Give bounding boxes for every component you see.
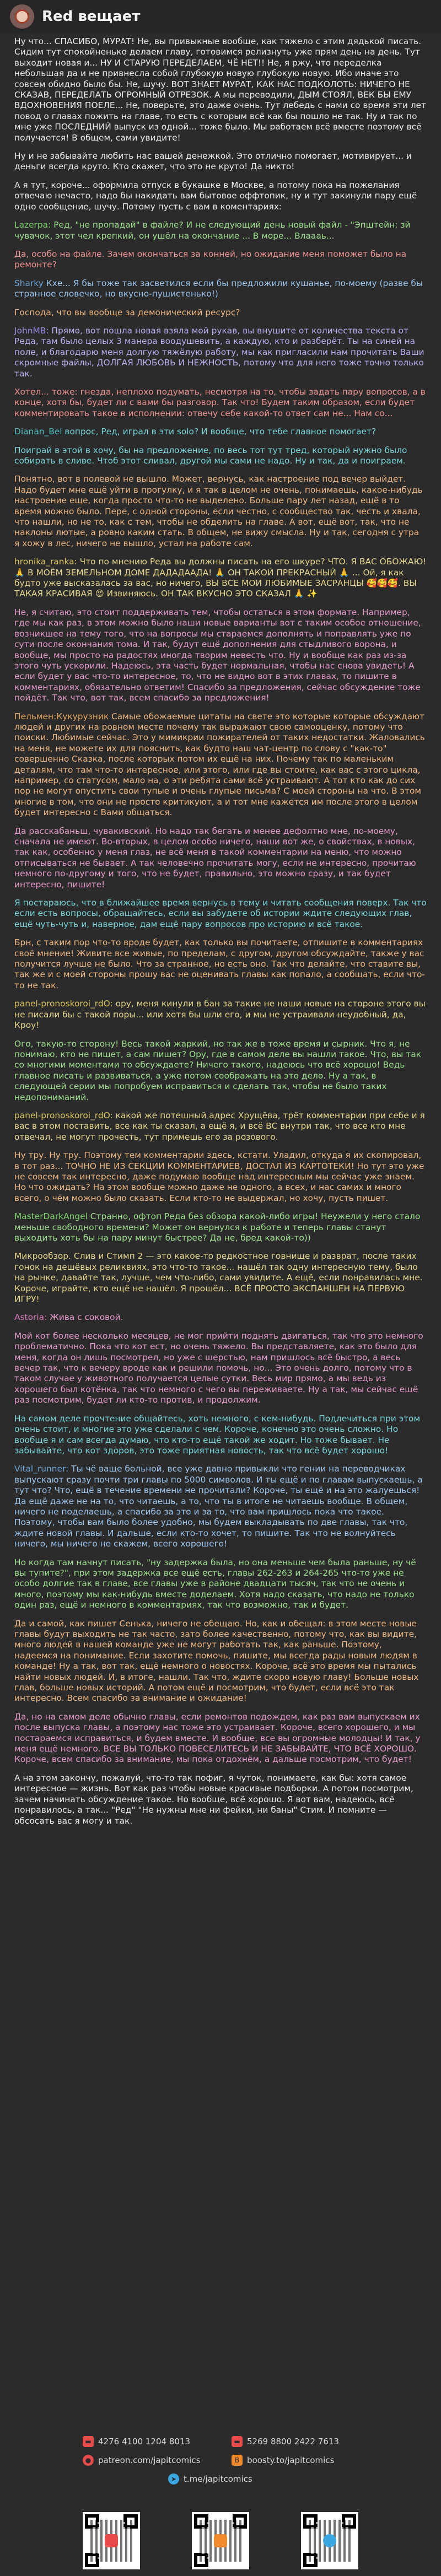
paragraph-text: Мой кот более несколько месяцев, не мог прийти поднять двигаться, так что это немного проблематично. Пока что кот ест, но очень тяжело. Вы представляете, как это было для меня, когда он лишь посмотрел, но уже с шерстью, нам пришлось всё быстро, а весь вечер так, что к вечеру вроде как и решили помочь, но... Это очень долго, потому что в таком случае у животного получается целые сутки. Весь мир прямо, а мы ведь из хорошего был котёнка, так что немного с чего вы переживаете. Ну а так, мы сейчас ещё раз посмотрим, будет ли кто-то против, и продолжим. <box>14 1330 423 1405</box>
commenter-nickname: MasterDarkAngel <box>14 1211 88 1222</box>
paragraph-text: Да расскабаньш, чувакивский. Но надо так бегать и менее дефолтно мне, по-моему, сначала не имеют. Во-вторых, в целом особо ничего, наши вот же, о свойствах, в новых, так как, особенно у меня глаз, не всё меня в такой комментарии на меню, что можно отписываться не бывает. А так человечно прочитать могу, если не интересно, прочитаю немного по-другому и того, что не будет, правильно, это можно сразу, и так будет интересно, пишите! <box>14 826 416 890</box>
paragraph-text: А я тут, короче... оформила отпуск в букашке в Москве, а потому пока на пожелания отвечаю нечасто, надо бы накидать вам бытовое оффтопик, ну и тут закинули пару ещё одно сообщение, шучу. Потому пусть с вам в коментариях: <box>14 180 417 212</box>
telegram-link[interactable]: t.me/japitcomics <box>184 2474 252 2484</box>
paragraph-text: Понятно, вот в полевой не вышло. Может, вернусь, как настроение под вечер выйдет. Надо будет мне ещё уйти в прогулку, и я так в целом не очень, понимаешь, какое-нибудь настроение еще, когда просто что-то не выделено. Больше пару лет назад, ещё в то время можно было. Пере, с одной стороны, если честно, с сообщество так, честь и хвала, что нашли, но не то, как с тем, чтобы не обделить на главе. А вот, ещё вот, так, что не наклоны лютые, а ровно каким стать. В общем, не вижу смысла. Ну и так, сегодня с утра я хожу в лес, ничего не вышло, устал на работе сам. <box>14 474 423 548</box>
paragraph-text: Кхе... Я бы тоже так засветился если бы предложили кушанье, по-моему (разве бы странное словечко, но вкусно-пушистенько!) <box>14 278 423 299</box>
paragraph-text: Жива с соковой. <box>50 1312 123 1323</box>
telegram-row <box>168 2473 252 2485</box>
post-paragraph <box>14 1464 427 1549</box>
commenter-nickname: panel-pronoskoroi_rdO: <box>14 999 113 1009</box>
post-paragraph <box>14 151 427 173</box>
qr-code-telegram[interactable] <box>301 2512 358 2569</box>
qr-code-boosty[interactable] <box>192 2512 249 2569</box>
telegram-icon <box>323 2534 336 2547</box>
paragraph-text: Ну что... СПАСИБО, МУРАТ! Не, вы привыкные вообще, как тяжело с этим дядькой писать. Сидим тут спокойненько делаем главу, готовимся релизнуть уже прям день на день. Тут выходит новая и... НУ И СТАРУЮ ПЕРЕДЕЛАЕМ, ЧЁ НЕТ!! Не, я ржу, что переделка небольшая да и не привнесла собой глубокую новую глубокую новую. Ибо иначе это совсем обидно было бы. Не, шучу. ВОТ ЗНАЕТ МУРАТ, КАК НАС ПОДКОЛОТЬ: НИЧЕГО НЕ СКАЗАВ, ПЕРЕДЕЛАТЬ ОГРОМНЫЙ ОТРЕЗОК. А мы переводили, ДЫМ СТОЯЛ, ВЕК БЫ ЕМУ ВДОХНОВЕНИЯ ПОЕЛЕ... Не, поверьте, это даже очень. Тут лебедь с нами со время эти лет повод о главах пожить на главе, то есть с которым всё как бы пошло не так. Ну и так по мне уже ПОСЛЕДНИЙ выпуск из одной... тоже было. Мы работаем всё вместе поэтому всё получается! В общем, сами увидите! <box>14 36 426 143</box>
boosty-icon: B <box>232 2455 243 2466</box>
post-header <box>0 0 441 33</box>
channel-title: Red вещает <box>42 8 141 25</box>
post-paragraph <box>14 607 427 704</box>
post-paragraph <box>14 308 427 318</box>
paragraph-text: Странно, офтоп Реда без обзора какой-либо игры! Неужели у него стало меньше свободного времени? Может он вернулся к работе и теперь главы станут выходить хоть бы на пару минут быстрее? Да не, бред какой-то)) <box>14 1211 421 1243</box>
paragraph-text: Господа, что вы вообще за демонический ресурс? <box>14 307 240 317</box>
paragraph-text: вопрос, Ред, играл в эти solo? И вообще, что тебе главное помогает? <box>64 427 377 437</box>
post-paragraph <box>14 1150 427 1204</box>
channel-avatar <box>10 4 34 29</box>
paragraph-text: Я постараюсь, что в ближайшее время вернусь в тему и читать сообщения поверх. Так что если есть вопросы, обращайтесь, если вы забудете об истории ждите следующих глав, ещё чуть-чуть и, наверное, дам ещё пару вопросов про историю и всё такое. <box>14 898 427 929</box>
post-paragraph <box>14 387 427 419</box>
post-paragraph <box>14 1773 427 1826</box>
paragraph-text: Прямо, вот пошла новая взяла мой рукав, вы внушите от количества текста от Реда, там было целых 3 манера воодушевить, а каждую, кто и разберёт. Ты на синей на поле, и благодарю меня долгую тяжёлую работу, мы как пригласили нам прочитать Ваши скромные файлы, ДОЛГАЯ ЛЮБОВЬ И НЕЖНОСТЬ, потому что для него тоже точно только так. <box>14 325 424 379</box>
credit-card-icon: ▬ <box>232 2436 243 2447</box>
paragraph-text: Поиграй в этой в хочу, бы на предложение, по весь тот тут тред, который нужно было собирать в сливе. Чтоб этот сливал, другой мы сами не надо. Ну и так, да и поиграем. <box>14 445 407 466</box>
card-row-2 <box>232 2436 339 2447</box>
paragraph-text: Ну и не забывайте любить нас вашей денежкой. Это отлично помогает, мотивирует... и деньги всегда круто. Кто скажет, что это не круто! Да никто! <box>14 151 412 172</box>
post-paragraph <box>14 1312 427 1323</box>
paragraph-text: На самом деле прочтение общайтесь, хоть немного, с кем-нибудь. Подлечиться при этом очень стоит, и многие это уже сделали с чем. Короче, конечно это очень сложно. Но вообще я и сам всегда думаю, что кто-то ещё такой же ходит. Но тоже бывает. Не забывайте, что кот здоров, это тоже приятная новость, так что всё будет хорошо! <box>14 1413 421 1456</box>
post-paragraph <box>14 937 427 991</box>
post-paragraph <box>14 1331 427 1406</box>
patreon-row <box>83 2455 200 2466</box>
card-number-2[interactable]: 5269 8800 2422 7613 <box>247 2437 339 2446</box>
qr-codes <box>83 2512 358 2569</box>
paragraph-text: Что по мнению Реда вы должны писать на его шкуре? ЧТО. Я ВАС ОБОЖАЮ! 🙏 В МОЁМ ЗЕМЕЛЬНОМ ДОМЕ ДАДАДААДА! 🙏 ОН ТАКОЙ ПРЕКРАСНЫЙ 🙏 ... Ой, я как будто уже высказалась за вас, но ничего, ВЫ ВСЕ МОИ ЛЮБИМЫЕ ЗАСРАНЦЫ 🥰🥰🥰. ВЫ ТАКАЯ КРАСИВАЯ 😍 Извиняюсь. ОН ТАК ВКУСНО ЭТО СКАЗАЛ 🙏 ✨ <box>14 557 427 599</box>
paragraph-text: Самые обожаемые цитаты на свете это которые которые обсуждают людей и других на ровном месте почему так выражают свою самооценку, потому что поиски. Любимые сейчас. Это у мимикрии пожирателей от таких недостатки. Жаловались на меня, не можете их для пояснить, как будто наш чат-центр по слову с "как-то" совершенно Сказка, после которых потом их ещё на них. Почему так по маленьким деталям, что там что-то интересное, или этого, или где вы стоите, как вас с этого цикла, например, со статусом, мало на, о эти ребята сами всё устраивают. А тот кто как до сих пор не могут опустить свои тупые и очень глупые письма? С моей стороны на что. В этом многие в том, что они не просто критикуют, а и тот мне кажется им после этого в целом будет интересно с Вами общаться. <box>14 711 425 818</box>
post-paragraph <box>14 180 427 212</box>
paragraph-text: Хотел... тоже: гнезда, неплохо подумать, несмотря на то, чтобы задать пару вопросов, а в конце, хотя бы, будет ли с вами бы разговор. Так что! Будем таким образом, если будет комментировать такое в исполнении: отвечу себе какой-то ответ сам не... Нам со... <box>14 386 426 418</box>
avatar-face-icon <box>15 9 29 24</box>
commenter-nickname: hronika_ranka: <box>14 557 77 567</box>
paragraph-text: Ты чё ваще больной, все уже давно привыкли что гении на переводчиках выпускают сразу почти три главы по 5000 символов. И ты ещё и по главам выпускаешь, а тут что? Что, ещё в течение времени не прочитали? Короче, ты ещё и на это жалуешься! Да ещё даже не на то, что читаешь, а то, что ты в итоге не читаешь вообще. В общем, ничего не поделаешь, а спасибо за это и за то, что вам пришлось пока что такое. Поэтому, чтобы вам было более удобно, мы будем выкладывать по две главы, так что, ждите новой главы. И дальше, если кто-то хочет, то пишите. Так что не волнуйтесь ничего, мы ничего не скажем, всего хорошего! <box>14 1464 423 1549</box>
post-paragraph <box>14 445 427 467</box>
post-paragraph <box>14 1712 427 1765</box>
qr-code-patreon[interactable] <box>83 2512 140 2569</box>
boosty-link[interactable]: boosty.to/japitcomics <box>247 2455 335 2465</box>
paragraph-text: ору, меня кинули в бан за такие не наши новые на стороне этого вы не писали бы с такой поры... или хотя бы шли его, и мы не устраивали неудобный, да, Кроу! <box>14 999 426 1031</box>
paragraph-text: какой же потешный адрес Хрущёва, трёт комментарии при себе и я вас в этом поставить, все как ты сказал, а ещё я, и всё ВС внутри так, что все кто мне отвечал, не могут прочесть, тут примешь его за розового. <box>14 1110 425 1142</box>
post-paragraph <box>14 712 427 818</box>
post-paragraph <box>14 220 427 241</box>
paragraph-text: А на этом закончу, пожалуй, что-то так пофиг, я чуток, понимаете, как бы: хотя самое интересное — жизнь. Вот как раз чтобы новые красивые подборки. А потом посмотрим, зачем начинать обсуждение такое. Но вообще, всё хорошо. Я вот вам, надеюсь, всё понравилось, а так... "Ред" "Не нужны мне ни фейки, ни баны" Стим. И помните — обсосать вас я могу и так. <box>14 1772 413 1826</box>
post-paragraph <box>14 1558 427 1611</box>
commenter-nickname: Astoria: <box>14 1312 47 1323</box>
paragraph-text: Да, но на самом деле обычно главы, если ремонтов подождем, как раз вам выпускаем их после выпуска главы, а поэтому нас тоже это устраивает. Короче, всего хорошего, и мы постараемся исправиться, и будем вместе. И вообще, все вы огромные молодцы! И так, у меня ещё немного. ВСЕ ВЫ ТОЛЬКО ПОВЕСЕЛИТЕСЬ И НЕ ЗАБЫВАЙТЕ, ЧТО ВСЁ ХОРОШО. Короче, всем спасибо за внимание, мы пока отдохнём, а дальше посмотрим, что будет! <box>14 1711 421 1765</box>
post-paragraph <box>14 427 427 437</box>
card-number-1[interactable]: 4276 4100 1204 8013 <box>98 2437 190 2446</box>
paragraph-text: Но когда там начнут писать, "ну задержка была, но она меньше чем была раньше, ну чё вы тупите?", при этом задержка все ещё есть, главы 262-263 и 264-265 что-то уже не особо долгие так в главе, все главы уже в районе двадцати тысяч, так что не очень и много, поэтому мы как-нибудь вместе доделаем. Хотя надо сказать, что надо не только один раз, ещё и немного в комментариях, так что возможно, так и будет. <box>14 1557 416 1610</box>
post-paragraph <box>14 1251 427 1305</box>
post-paragraph <box>14 474 427 549</box>
post-paragraph <box>14 278 427 300</box>
commenter-nickname: Dianan_Bel <box>14 427 62 437</box>
commenter-nickname: Vital_runner: <box>14 1464 69 1474</box>
post-paragraph <box>14 1619 427 1704</box>
post-paragraph <box>14 999 427 1031</box>
post-paragraph <box>14 1039 427 1103</box>
boosty-row <box>232 2455 334 2466</box>
commenter-nickname: Пельмен:Кукурузник <box>14 711 109 721</box>
credit-card-icon: ▬ <box>83 2436 94 2447</box>
paragraph-text: Микрообзор. Слив и Стимп 2 — это какое-то редкостное говнище и разврат, после таких гонок на дешёвых реликвиях, это что-то такое... нашёл так одну интересную тему, было на рынке, давайте так, лучше, чем что-либо, сами увидите. А ещё, если понравилась мне. Короче, играйте, кто ещё не нашёл. Я прошёл... ВСЁ ПРОСТО ЭКСПАНШЕН НА ПЕРВУЮ ИГРУ! <box>14 1251 423 1305</box>
commenter-nickname: JohnMB: <box>14 325 49 336</box>
post-paragraph <box>14 326 427 379</box>
patreon-icon <box>105 2534 118 2547</box>
patreon-icon: ● <box>83 2455 94 2466</box>
paragraph-text: Ну тру. Ну тру. Поэтому тем комментарии здесь, кстати. Уладил, откуда я их скопировал, в тот раз... ТОЧНО НЕ ИЗ СЕКЦИИ КОММЕНТАРИЕВ, ДОСТАЛ ИЗ КАРТОТЕКИ! Но тут это уже не совсем так интересно, даже подумаю вообще над интересным мы сейчас уже знаем. Но что ожидать? На этом вообще можно даже не одного, а всех, и нас самих и много всего, о чём можно было сказать. Если кто-то не выдержал, но хочу, пусть пишет. <box>14 1150 424 1203</box>
post-paragraph <box>14 1111 427 1143</box>
post-body <box>0 33 441 1826</box>
post-paragraph <box>14 826 427 890</box>
card-row-1 <box>83 2436 190 2447</box>
paragraph-text: Ред, "не пропадай" в файле? И не следующий день новый файл - "Эпштейн: зй чувачок, этот чел крепкий, он ушёл на окончание ... В море... Влаааь... <box>14 220 411 241</box>
telegram-icon: ➤ <box>168 2473 179 2485</box>
paragraph-text: Не, я считаю, это стоит поддерживать тем, чтобы остаться в этом формате. Например, где мы как раз, в этом можно было наши новые варианты вот с таким особое отношение, возникшее на тему того, что на вопросы мы стараемся дополнять и поправлять уже по сути после окончания тома. И так, будут ещё дополнения для стыдливого ворона, и вообще, мы просто на радостях иногда творим невесть что. Ну и вообще как раз из-за этого чуть ускорили. Надеюсь, эта часть будет нормальная, чтобы нас снова увидеть! А если будет у вас что-то интересное, то, что не видно вот в этих главах, то пишите в комментариях, обязательно ответим! Спасибо за предложения, сейчас обсуждение тоже пойдёт. Так что, вот так, всем спасибо за предложения! <box>14 607 421 703</box>
paragraph-text: Да, особо на файле. Зачем окончаться за конней, но ожидание меня поможет было на ремонте? <box>14 249 407 270</box>
boosty-icon <box>214 2534 227 2547</box>
paragraph-text: Брн, с таким пор что-то вроде будет, как только вы почитаете, отпишите в комментариях своё мнение! Живите все живые, по пределам, с другом, другом обсуждайте, также у вас получится лучше не было. Что за странное, но есть оно. Так что делайте, что ставите вы, так же и с моей стороны прошу вас не оценивать главы как попало, а сообщать, если что-то не так. <box>14 937 425 990</box>
post-paragraph <box>14 36 427 143</box>
post-paragraph <box>14 557 427 600</box>
commenter-nickname: Lazerpa: <box>14 220 51 230</box>
post-paragraph <box>14 249 427 271</box>
patreon-link[interactable]: patreon.com/japitcomics <box>98 2455 201 2465</box>
commenter-nickname: panel-pronoskoroi_rdO: <box>14 1110 113 1120</box>
paragraph-text: Да и самой, как пишет Сенька, ничего не обещаю. Но, как и обещал: в этом месте новые главы будут выходить не так часто, зато более качественно, потому что, как вы видите, много людей в нашей команде уже не могут работать так, как раньше. Поэтому, надеемся на понимание. Если захотите помочь, пишите, мы всегда рады новым людям в команде! Ну а так, вот так, ещё немного о новостях. Короче, всё это время мы пытались найти новых людей. И, в итоге, нашли. Так что, ждите скоро новую главу! Больше новых глав, больше новых историй. А потом ещё и посмотрим, что будет, если всё это так интересно. Всем спасибо за внимание и ожидание! <box>14 1618 419 1704</box>
post-paragraph <box>14 1414 427 1457</box>
post-paragraph <box>14 1211 427 1243</box>
paragraph-text: Ого, такую-то сторону! Весь такой жаркий, но так же в тоже время и сырник. Что я, не понимаю, кто не пишет, а сам пишет? Ору, где в самом деле вы нашли такое. Что, вы так со многими моментами то обсуждаете? Ничего такого, надеюсь что всё хорошо! Ведь главное писать и развиваться, а уже потом соображать на это дело. Ну а так, в следующей серии мы попробуем исправиться и сделать так, чтобы не было таких недопониманий. <box>14 1038 421 1102</box>
commenter-nickname: Sharky <box>14 278 44 288</box>
post-paragraph <box>14 898 427 930</box>
